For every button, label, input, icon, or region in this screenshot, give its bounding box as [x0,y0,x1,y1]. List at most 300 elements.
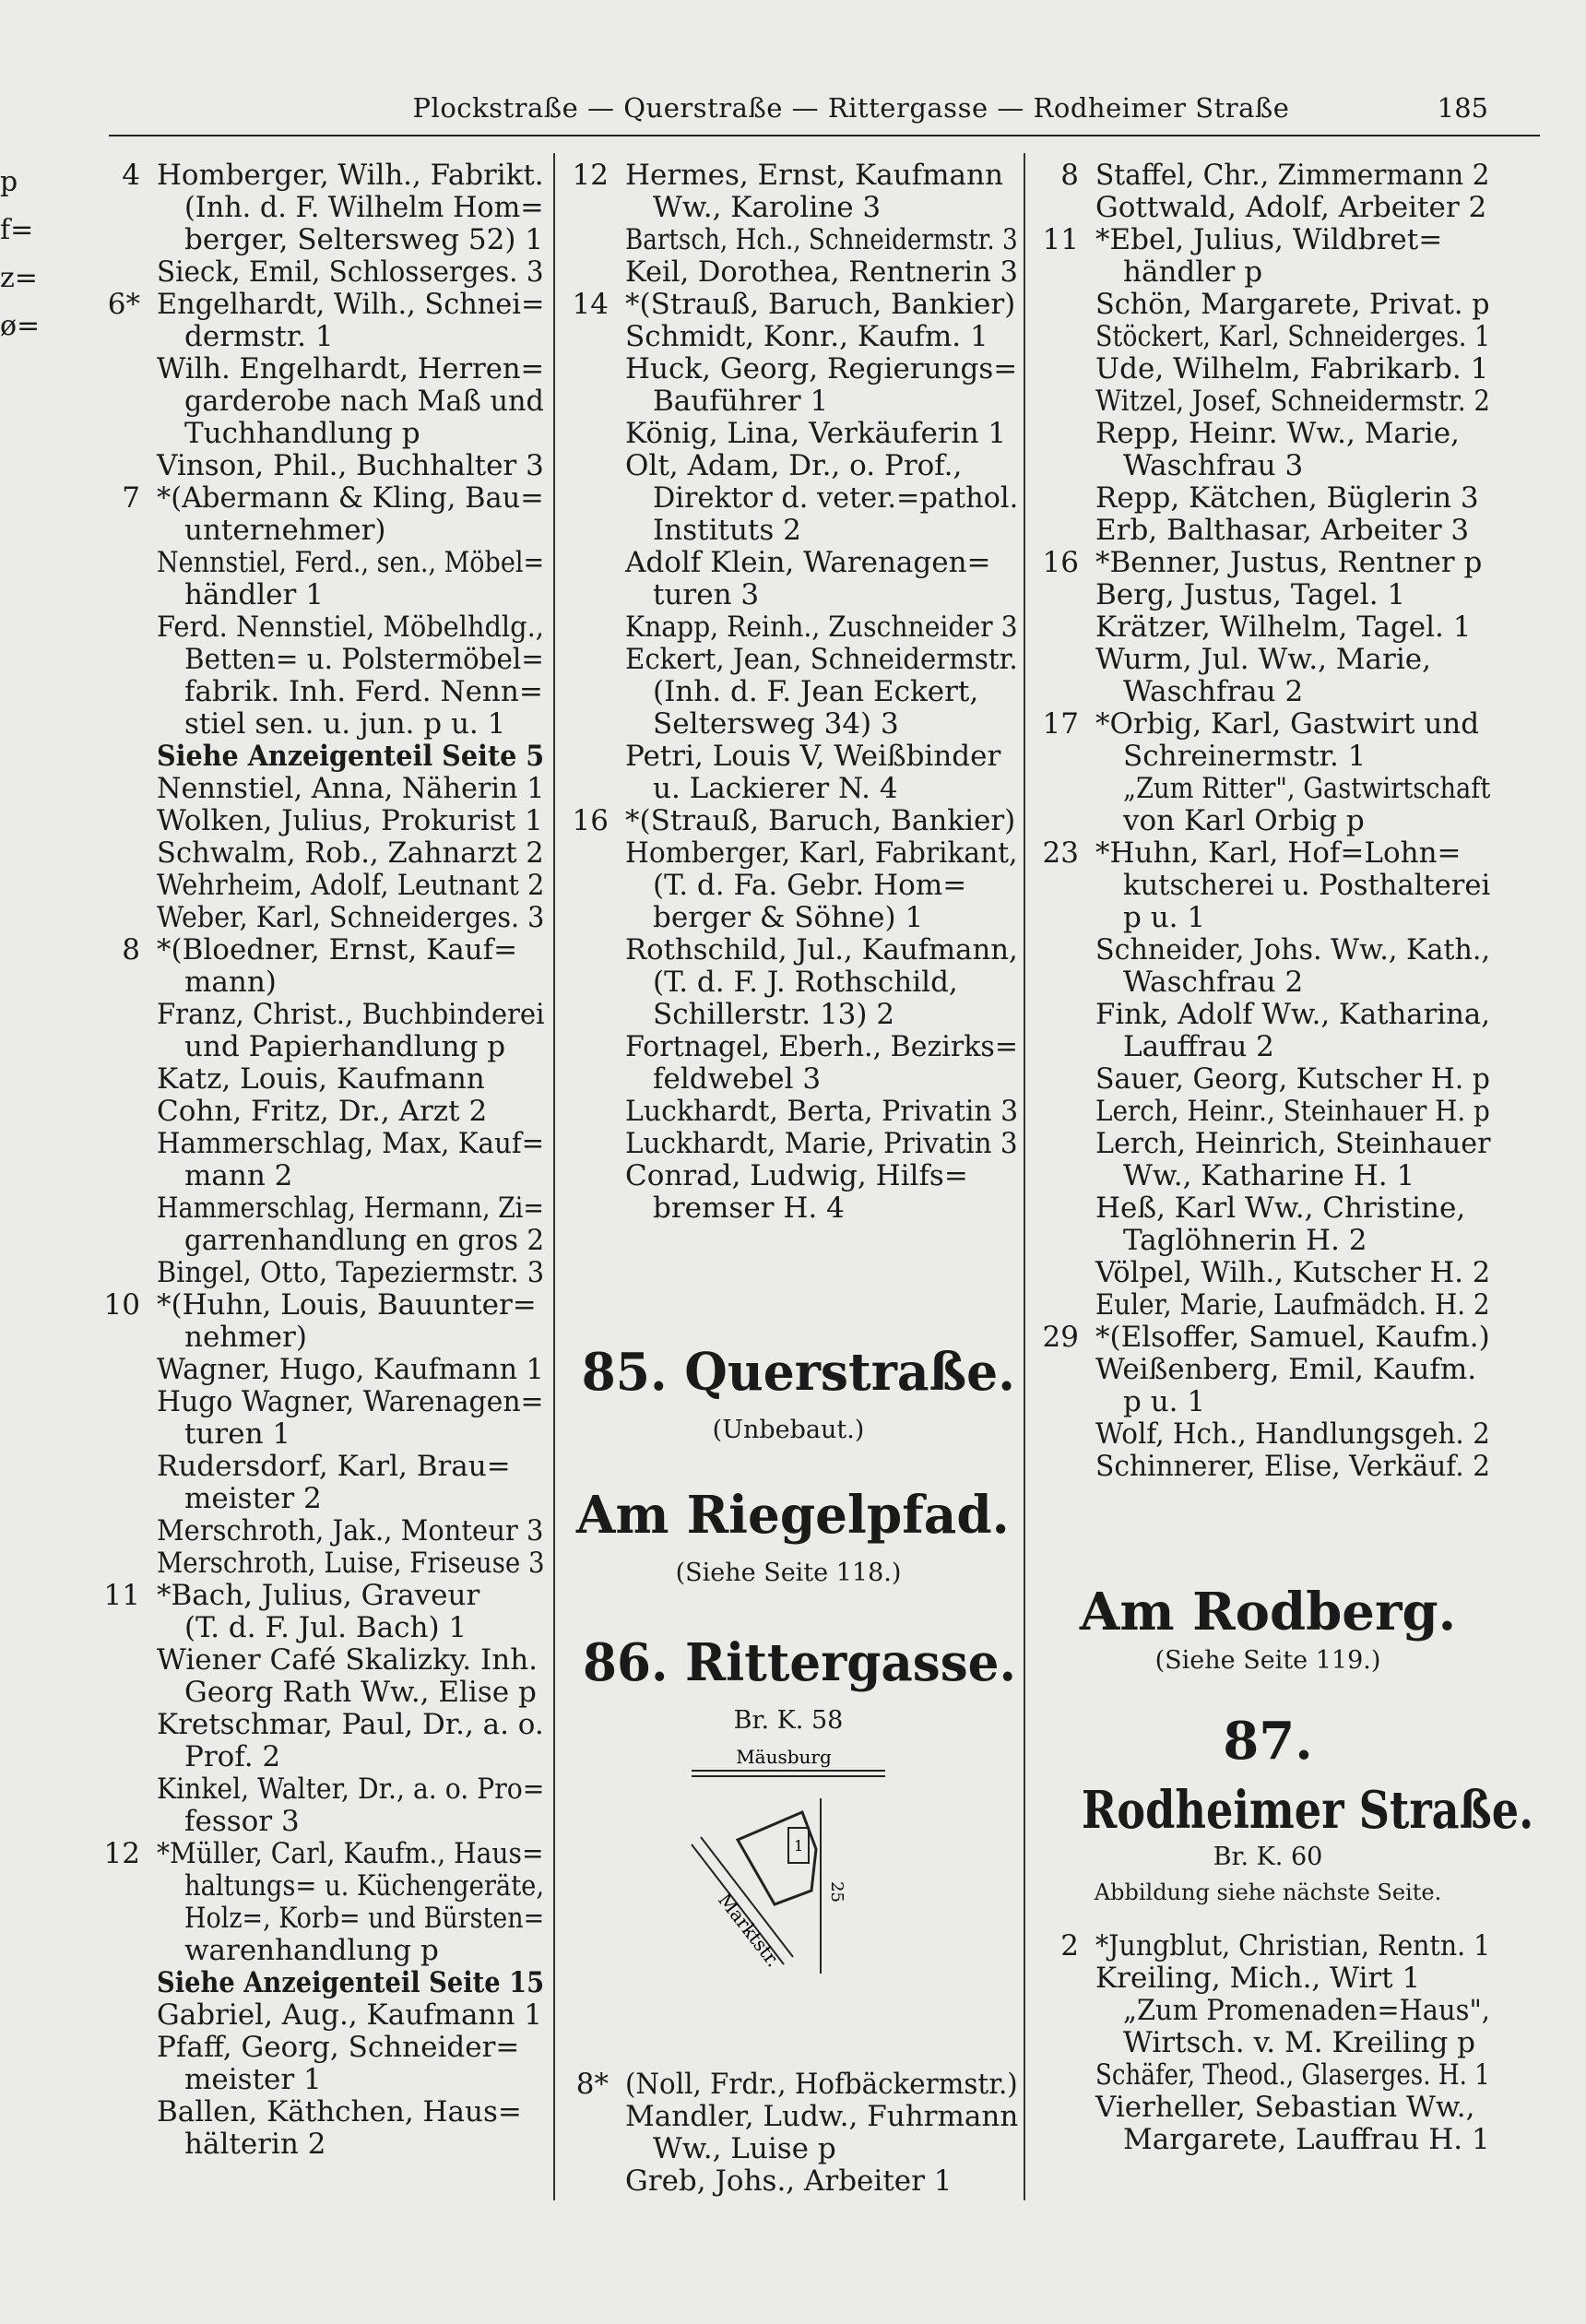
entry-text: Wiener Café Skalizky. Inh. [157,1643,539,1677]
querstrasse-title: 85. Querstraße. [581,1342,1015,1403]
directory-entry [76,931,548,968]
directory-entry [76,1416,548,1452]
page-edge-mark: z= [0,262,38,294]
directory-entry [544,802,1022,839]
entry-text: Kreiling, Mich., Wirt 1 [1095,1962,1421,1995]
directory-entry [76,512,548,549]
map-building-outline [738,1812,816,1904]
entry-text: Hugo Wagner, Warenagen= [157,1385,544,1418]
entry-text: Cohn, Fritz, Dr., Arzt 2 [157,1095,488,1128]
directory-entry [1014,867,1494,904]
directory-entry [1014,189,1494,226]
directory-entry [1014,1093,1494,1130]
entry-text: (Noll, Frdr., Hofbäckermstr.) [625,2068,1018,2101]
entry-text: Ferd. Nennstiel, Möbelhdlg., [157,611,544,644]
entry-text: Rudersdorf, Karl, Brau= [157,1450,511,1483]
entry-text: berger, Seltersweg 52) 1 [184,223,544,256]
entry-text: (T. d. Fa. Gebr. Hom= [653,869,967,902]
house-number: 17 [1042,707,1079,741]
house-number: 2 [1060,1929,1079,1962]
directory-entry [76,1286,548,1323]
directory-entry [76,1190,548,1227]
entry-text: *Huhn, Karl, Hof=Lohn= [1095,836,1462,870]
entry-text: Nennstiel, Anna, Näherin 1 [157,772,545,805]
entry-text: Conrad, Ludwig, Hilfs= [625,1159,968,1192]
house-number: 16 [572,804,609,837]
entry-text: Keil, Dorothea, Rentnerin 3 [625,255,1018,289]
entry-text: „Zum Ritter", Gastwirtschaft [1123,772,1491,805]
entry-text: Hammerschlag, Hermann, Zi= [157,1192,544,1225]
directory-entry [1014,1992,1494,2029]
directory-entry [76,1028,548,1065]
entry-text: Repp, Kätchen, Büglerin 3 [1095,481,1479,515]
entry-text: Vierheller, Sebastian Ww., [1095,2091,1475,2124]
directory-entry [76,1609,548,1646]
page-header [109,89,1540,136]
directory-entry [76,1383,548,1420]
entry-text: (Inh. d. F. Jean Eckert, [653,675,979,708]
directory-entry [76,2093,548,2130]
advert-reference: Siehe Anzeigenteil Seite 15 [157,1966,545,1999]
entry-text: Wehrheim, Adolf, Leutnant 2 [157,869,545,902]
directory-entry [544,738,1022,775]
directory-entry [76,1868,548,1904]
directory-entry [76,738,548,775]
entry-text: Schäfer, Theod., Glaserges. H. 1 [1095,2058,1490,2092]
entry-text: (Inh. d. F. Wilhelm Hom= [184,191,544,224]
entry-text: Merschroth, Jak., Monteur 3 [157,1514,544,1547]
directory-entry [76,157,548,194]
running-head: Plockstraße — Querstraße — Rittergasse — Rodheimer Straße [412,92,1290,124]
house-number: 8 [122,933,140,966]
directory-entry [76,835,548,872]
entry-text: Greb, Johs., Arbeiter 1 [625,2164,953,2198]
entry-text: garrenhandlung en gros 2 [184,1224,545,1257]
directory-entry [76,1964,548,2001]
directory-entry [76,1319,548,1356]
directory-entry [76,447,548,484]
directory-entry [1014,996,1494,1033]
entry-text: Knapp, Reinh., Zuschneider 3 [625,611,1018,644]
house-number: 11 [103,1579,140,1612]
page-edge-mark: p [0,166,18,198]
entry-text: turen 1 [184,1417,291,1451]
directory-entry [76,964,548,1001]
entry-text: Wagner, Hugo, Kaufmann 1 [157,1353,544,1386]
directory-entry [1014,802,1494,839]
map-plot-label: 1 [794,1837,804,1855]
entry-text: fabrik. Inh. Ferd. Nenn= [184,675,543,708]
page-edge-mark: ø= [0,310,41,342]
directory-entry [76,1448,548,1485]
house-number: 8* [575,2068,609,2101]
entry-text: Erb, Balthasar, Arbeiter 3 [1095,514,1470,547]
directory-entry [1014,286,1494,323]
directory-entry [76,1222,548,1259]
entry-text: Lauffrau 2 [1123,1030,1274,1063]
directory-entry [544,286,1022,323]
entry-text: *Orbig, Karl, Gastwirt und [1095,707,1480,741]
house-number: 29 [1042,1321,1079,1354]
directory-entry [1014,415,1494,452]
entry-text: Weißenberg, Emil, Kaufm. [1095,1353,1477,1386]
entry-text: nehmer) [184,1321,307,1354]
entry-text: p u. 1 [1123,901,1206,934]
directory-entry [76,1900,548,1937]
entry-text: Bingel, Otto, Tapeziermstr. 3 [157,1256,545,1289]
house-number: 10 [103,1288,140,1322]
directory-entry [1014,738,1494,775]
directory-entry [1014,770,1494,807]
entry-text: Betten= u. Polstermöbel= [184,643,544,676]
entry-text: *Ebel, Julius, Wildbret= [1095,223,1443,256]
entry-text: Seltersweg 34) 3 [653,707,899,741]
entry-text: garderobe nach Maß und [184,385,544,418]
directory-entry [544,544,1022,581]
directory-entry [544,1061,1022,1097]
advert-reference: Siehe Anzeigenteil Seite 5 [157,740,545,773]
house-number: 16 [1042,546,1079,579]
entry-text: meister 2 [184,1482,322,1515]
entry-text: Schinnerer, Elise, Verkäuf. 2 [1095,1450,1490,1483]
entry-text: hälterin 2 [184,2128,326,2161]
entry-text: *(Elsoffer, Samuel, Kaufm.) [1095,1321,1490,1354]
directory-entry [76,189,548,226]
directory-entry [544,350,1022,387]
directory-entry [544,899,1022,936]
directory-entry [76,2029,548,2066]
entry-text: fessor 3 [184,1805,300,1838]
rodheimer-sub: Abbildung siehe nächste Seite. [1094,1879,1442,1905]
riegelpfad-note: (Siehe Seite 118.) [675,1559,902,1587]
entry-text: König, Lina, Verkäuferin 1 [625,417,1007,450]
entry-text: Homberger, Karl, Fabrikant, [625,836,1018,870]
house-number: 4 [122,159,140,192]
entry-text: Lerch, Heinrich, Steinhauer [1095,1127,1491,1160]
directory-entry [1014,1448,1494,1485]
page-edge-mark: f= [0,214,34,246]
entry-text: Heß, Karl Ww., Christine, [1095,1192,1466,1225]
directory-entry [1014,641,1494,678]
directory-entry [76,544,548,581]
entry-text: Schreinermstr. 1 [1123,740,1367,773]
entry-text: Ww., Katharine H. 1 [1123,1159,1415,1192]
directory-entry [76,1093,548,1130]
directory-entry [544,996,1022,1033]
entry-text: Waschfrau 2 [1123,966,1304,999]
directory-entry [1014,512,1494,549]
entry-text: Nennstiel, Ferd., sen., Möbel= [157,546,545,579]
directory-entry [544,1157,1022,1194]
directory-entry [1014,1028,1494,1065]
directory-entry [1014,931,1494,968]
directory-entry [76,1674,548,1711]
entry-text: Sauer, Georg, Kutscher H. p [1095,1062,1490,1096]
directory-entry [544,447,1022,484]
directory-entry [1014,964,1494,1001]
entry-text: Lerch, Heinr., Steinhauer H. p [1095,1095,1490,1128]
directory-entry [544,2130,1022,2167]
directory-entry [1014,835,1494,872]
map-house-number: 25 [827,1881,846,1903]
entry-text: Ballen, Käthchen, Haus= [157,2095,522,2128]
entry-text: *(Strauß, Baruch, Bankier) [625,288,1016,321]
entry-text: Holz=, Korb= und Bürsten= [184,1902,545,1935]
directory-entry [544,157,1022,194]
directory-entry [76,576,548,613]
directory-entry [544,383,1022,420]
directory-entry [544,2066,1022,2103]
entry-text: Fink, Adolf Ww., Katharina, [1095,998,1491,1031]
directory-entry [76,286,548,323]
directory-entry [544,867,1022,904]
directory-entry [544,706,1022,742]
entry-text: Homberger, Wilh., Fabrikt. [157,159,544,192]
directory-entry [76,2061,548,2098]
directory-entry [544,835,1022,872]
entry-text: Euler, Marie, Laufmädch. H. 2 [1095,1288,1490,1322]
house-number: 7 [122,481,140,515]
entry-text: Kretschmar, Paul, Dr., a. o. [157,1708,544,1741]
querstrasse-note: (Unbebaut.) [712,1416,865,1444]
entry-text: Witzel, Josef, Schneidermstr. 2 [1095,385,1490,418]
directory-entry [1014,1383,1494,1420]
entry-text: Petri, Louis V, Weißbinder [625,740,1001,773]
entry-text: händler p [1123,255,1263,289]
directory-entry [544,415,1022,452]
directory-entry [1014,1286,1494,1323]
entry-text: *Bach, Julius, Graveur [157,1579,480,1612]
entry-text: haltungs= u. Küchengeräte, [184,1869,545,1903]
entry-text: bremser H. 4 [653,1192,845,1225]
directory-entry [1014,1351,1494,1388]
directory-entry [544,641,1022,678]
directory-entry [76,867,548,904]
directory-entry [76,1803,548,1840]
entry-text: Krätzer, Wilhelm, Tagel. 1 [1095,611,1472,644]
directory-entry [1014,157,1494,194]
entry-text: Fortnagel, Eberh., Bezirks= [625,1030,1018,1063]
entry-text: *Benner, Justus, Rentner p [1095,546,1483,579]
entry-text: Wurm, Jul. Ww., Marie, [1095,643,1431,676]
directory-entry [76,383,548,420]
entry-text: Eckert, Jean, Schneidermstr. [625,643,1018,676]
entry-text: Wirtsch. v. M. Kreiling p [1123,2026,1476,2059]
column-rodheimer [1014,157,1534,2223]
entry-text: „Zum Promenaden=Haus", [1123,1994,1490,2027]
rodheimer-note: Br. K. 60 [1213,1843,1323,1871]
directory-entry [544,770,1022,807]
entry-text: Adolf Klein, Warenagen= [625,546,991,579]
directory-entry [1014,1960,1494,1997]
house-number: 23 [1042,836,1079,870]
rodberg-title: Am Rodberg. [1079,1582,1457,1642]
entry-text: Repp, Heinr. Ww., Marie, [1095,417,1460,450]
entry-text: Weber, Karl, Schneiderges. 3 [157,901,545,934]
directory-entry [1014,480,1494,516]
directory-entry [76,1125,548,1162]
directory-entry [76,480,548,516]
directory-entry [1014,1927,1494,1964]
entry-text: *(Abermann & Kling, Bau= [157,481,544,515]
directory-entry [76,350,548,387]
directory-entry [1014,1319,1494,1356]
entry-text: Gottwald, Adolf, Arbeiter 2 [1095,191,1487,224]
directory-entry [1014,1222,1494,1259]
directory-entry [1014,254,1494,290]
entry-text: händler 1 [184,578,324,611]
directory-entry [76,1480,548,1517]
directory-entry [1014,350,1494,387]
entry-text: meister 1 [184,2063,322,2096]
entry-text: Tuchhandlung p [184,417,420,450]
directory-entry [76,609,548,646]
directory-entry [76,770,548,807]
house-number: 12 [103,1837,140,1870]
directory-entry [1014,383,1494,420]
entry-text: Wolf, Hch., Handlungsgeh. 2 [1095,1417,1490,1451]
map-label-street: Marktstr. [714,1889,785,1972]
directory-entry [76,1157,548,1194]
entry-text: Rothschild, Jul., Kaufmann, [625,933,1018,966]
rittergasse-note: Br. K. 58 [733,1706,844,1735]
entry-text: Schmidt, Konr., Kaufm. 1 [625,320,988,353]
entry-text: Pfaff, Georg, Schneider= [157,2031,520,2064]
directory-entry [1014,318,1494,355]
directory-entry [1014,2089,1494,2126]
entry-text: Instituts 2 [653,514,801,547]
entry-text: turen 3 [653,578,760,611]
directory-entry [76,221,548,258]
directory-entry [544,221,1022,258]
entry-text: Völpel, Wilh., Kutscher H. 2 [1095,1256,1491,1289]
map-label-north: Mäusburg [736,1746,832,1768]
house-number: 12 [572,159,609,192]
directory-entry [1014,673,1494,710]
entry-text: Berg, Justus, Tagel. 1 [1095,578,1406,611]
entry-text: Huck, Georg, Regierungs= [625,352,1018,385]
directory-entry [1014,2057,1494,2093]
directory-entry [76,802,548,839]
entry-text: Waschfrau 2 [1123,675,1304,708]
directory-entry [544,1093,1022,1130]
directory-entry [1014,1157,1494,1194]
column-plockstrasse [76,157,548,2223]
entry-text: Ww., Luise p [653,2132,836,2165]
directory-entry [544,576,1022,613]
rodberg-note: (Siehe Seite 119.) [1154,1646,1381,1675]
entry-text: *(Huhn, Louis, Bauunter= [157,1288,537,1322]
house-number: 14 [572,288,609,321]
directory-entry [76,254,548,290]
entry-text: (T. d. F. J. Rothschild, [653,966,958,999]
entry-text: Katz, Louis, Kaufmann [157,1062,485,1096]
entry-text: Gabriel, Aug., Kaufmann 1 [157,1998,543,2032]
entry-text: Wolken, Julius, Prokurist 1 [157,804,543,837]
directory-entry [76,1545,548,1582]
directory-entry [76,318,548,355]
entry-text: Hammerschlag, Max, Kauf= [157,1127,545,1160]
entry-text: berger & Söhne) 1 [653,901,924,934]
rittergasse-title: 86. Rittergasse. [582,1632,1016,1693]
directory-entry [76,1932,548,1969]
entry-text: und Papierhandlung p [184,1030,506,1063]
entry-text: Waschfrau 3 [1123,449,1304,482]
entry-text: dermstr. 1 [184,320,334,353]
entry-text: von Karl Orbig p [1123,804,1365,837]
directory-entry [1014,544,1494,581]
directory-entry [76,1351,548,1388]
entry-text: Schön, Margarete, Privat. p [1095,288,1490,321]
directory-entry [76,1577,548,1614]
page-number: 185 [1437,92,1488,124]
entry-text: Ww., Karoline 3 [653,191,882,224]
entry-text: Bartsch, Hch., Schneidermstr. 3 [625,223,1018,256]
entry-text: Georg Rath Ww., Elise p [184,1676,537,1709]
directory-entry [1014,1416,1494,1452]
directory-entry [544,2098,1022,2135]
directory-entry [544,1125,1022,1162]
rittergasse-map [673,1743,913,2001]
entry-text: *(Bloedner, Ernst, Kauf= [157,933,518,966]
directory-entry [544,2163,1022,2200]
directory-entry [76,1997,548,2034]
directory-entry [1014,609,1494,646]
entry-text: mann 2 [184,1159,293,1192]
entry-text: Bauführer 1 [653,385,829,418]
entry-text: unternehmer) [184,514,386,547]
directory-entry [76,1061,548,1097]
entry-text: *(Strauß, Baruch, Bankier) [625,804,1016,837]
directory-entry [76,1512,548,1549]
directory-entry [544,480,1022,516]
entry-text: (T. d. F. Jul. Bach) 1 [184,1611,468,1644]
entry-text: Franz, Christ., Buchbinderei [157,998,545,1031]
directory-entry [76,1835,548,1872]
entry-text: Direktor d. veter.=pathol. [653,481,1019,515]
directory-entry [1014,221,1494,258]
entry-text: *Müller, Carl, Kaufm., Haus= [157,1837,544,1870]
entry-text: Olt, Adam, Dr., o. Prof., [625,449,963,482]
entry-text: Taglöhnerin H. 2 [1123,1224,1367,1257]
rodheimer-title: Rodheimer Straße. [1081,1780,1534,1841]
entry-text: Schneider, Johs. Ww., Kath., [1095,933,1491,966]
entry-text: Hermes, Ernst, Kaufmann [625,159,1003,192]
entry-text: Wilh. Engelhardt, Herren= [157,352,545,385]
entry-text: warenhandlung p [184,1934,439,1967]
entry-text: Schillerstr. 13) 2 [653,998,895,1031]
entry-text: Sieck, Emil, Schlosserges. 3 [157,255,544,289]
directory-entry [544,189,1022,226]
directory-entry [1014,706,1494,742]
directory-entry [544,1028,1022,1065]
entry-text: Merschroth, Luise, Friseuse 3 [157,1547,545,1580]
directory-entry [544,318,1022,355]
rodheimer-number: 87. [1223,1711,1313,1772]
directory-entry [544,964,1022,1001]
entry-text: Mandler, Ludw., Fuhrmann [625,2100,1019,2133]
directory-entry [544,673,1022,710]
directory-entry [1014,1254,1494,1291]
directory-entry [544,931,1022,968]
entry-text: p u. 1 [1123,1385,1206,1418]
entry-text: feldwebel 3 [653,1062,822,1096]
house-number: 11 [1042,223,1079,256]
directory-entry [1014,2121,1494,2158]
directory-entry [76,641,548,678]
directory-entry [1014,1061,1494,1097]
house-number: 6* [107,288,140,321]
